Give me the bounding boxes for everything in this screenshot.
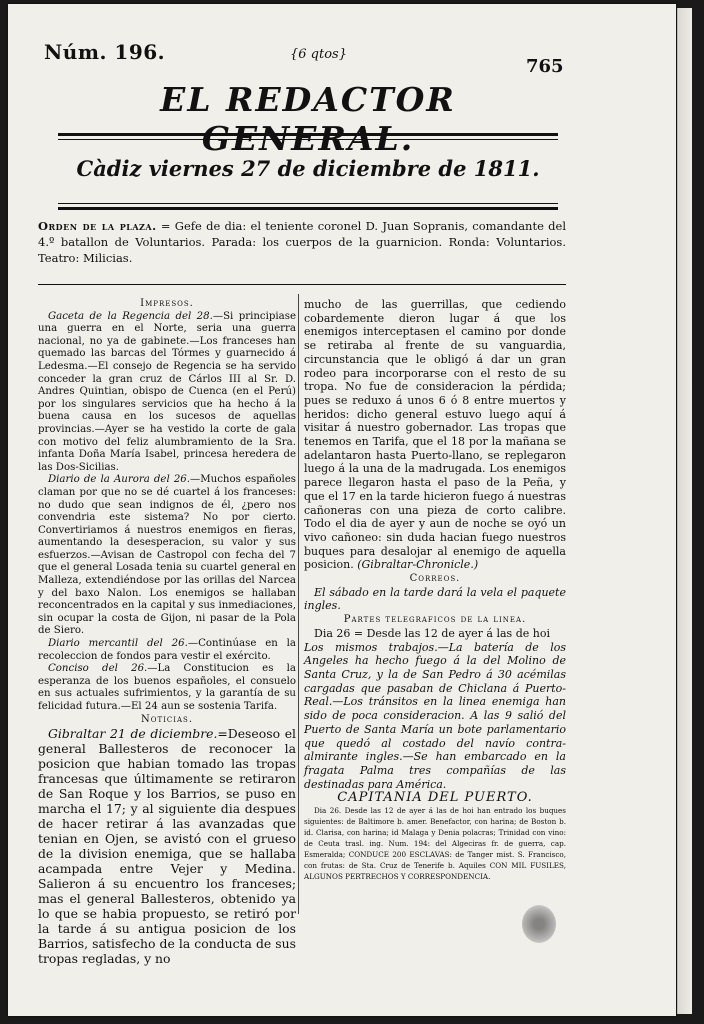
column-divider	[298, 294, 299, 914]
gaceta-paragraph	[38, 311, 296, 475]
dateline: Càdiz viernes 27 de diciembre de 1811.	[76, 156, 540, 181]
gibraltar-title: Gibraltar 21 de diciembre.	[48, 726, 218, 742]
gaceta-text: —Si principiase una guerra en el Norte, seria una guerra nacional, no ya de gabinete.—Los franceses han quemado las barcas del Tórmes y guarnecido á Ledesma.—El consejo de Regencia se ha servido conceder la gran cruz de Cárlos III al Sr. D. Andres Quintian, obispo de Cuenca (en el Perú) por los singulares servicios que ha hecho á la buena causa en los sucesos de aquellas provincias.—Ayer se ha vestido la corte de gala con motivo del feliz alumbramiento de la Sra. infanta Doña María Isabel, princesa heredera de las Dos-Sicilias.	[38, 310, 297, 473]
rule-top-thin	[58, 139, 558, 140]
gaceta-title: Gaceta de la Regencia del 28.	[48, 310, 213, 322]
rule-mid-thin	[58, 203, 558, 204]
aurora-text: —Muchos españoles claman por que no se dé cuartel á los franceses: no dudo que sean indignos de él, ¿pero nos convendria este sistema? No por cierto. Convertiriamos á nuestros enemigos en fieras, aumentando la desesperacion, su valor y sus esfuerzos.—Avisan de Castropol con fecha del 7 que el general Losada tenia su cuartel general en Malleza, extendiéndose por las orillas del Narcea y del baxo Nalon. Los enemigos se hallaban reconcentrados en la capital y sus inmediaciones, sin ocupar la costa de Gijon, ni pasar de la Pola de Siero.	[38, 474, 297, 637]
partes-lead: Dia 26 = Desde las 12 de ayer á las de hoi	[314, 626, 550, 640]
impresos-heading: Impresos.	[140, 298, 194, 309]
rule-top-thick	[58, 133, 558, 136]
noticias-heading: Noticias.	[140, 713, 194, 725]
right-column	[304, 298, 566, 882]
masthead-title: EL REDACTOR	[160, 80, 456, 119]
rule-columns-top	[38, 284, 566, 285]
mercantil-paragraph	[38, 638, 296, 663]
correos-text: El sábado en la tarde dará la vela el paquete ingles.	[304, 585, 566, 613]
gibraltar-source: (Gibraltar-Chronicle.)	[357, 558, 479, 572]
issue-number: Núm. 196.	[44, 40, 166, 64]
gibraltar-paragraph	[38, 726, 296, 966]
mercantil-title: Diario mercantil del 26.	[48, 638, 188, 650]
orden-de-la-plaza	[38, 218, 566, 266]
rule-mid-thick	[58, 207, 558, 210]
partes-text: Los mismos trabajos.—La batería de los Angeles ha hecho fuego á la del Molino de Santa Cruz, y la de San Pedro á 30 acémilas cargadas que pasaban de Chiclana á Puerto-Real.—Los tránsitos en la linea enemiga han sido de poca consideracion. A las 9 salió del Puerto de Santa María un bote parlamentario que quedó al costado del navío contra-almirante ingles.—Se han embarcado en la fragata Palma tres compañías de las destinadas para América.	[304, 640, 566, 791]
aurora-paragraph	[38, 474, 296, 638]
page-number: 765	[526, 56, 564, 77]
mercantil-text: —Continúase en la recoleccion de fondos para vestir el exército.	[38, 638, 296, 662]
left-column	[38, 298, 296, 966]
gibraltar-text: =Deseoso el general Ballesteros de reconocer la posicion que habian tomado las tropas francesas que últimamente se retiraron de San Roque y los Barrios, se puso en marcha el 17; y al siguiente dia despues de hacer retirar á las avanzadas que tenian en Ojen, se avistó con el grueso de la division enemiga, que se hallaba acampada entre Vejer y Medina. Salieron á su encuentro los franceses; mas el general Ballesteros, obtenido ya lo que se habia propuesto, se retiró por la tarde á su antigua posicion de los Barrios, satisfecho de la conducta de sus tropas regladas, y no	[38, 726, 296, 967]
conciso-title: Conciso del 26.	[48, 663, 148, 675]
gibraltar-continued	[304, 298, 566, 572]
issue-price: {6 qtos}	[290, 47, 347, 62]
page-edge	[677, 8, 692, 1014]
partes-heading: Partes telegraficos de la linea.	[343, 614, 527, 626]
aurora-title: Diario de la Aurora del 26.	[48, 474, 191, 486]
correos-heading: Correos.	[409, 573, 461, 585]
conciso-text: —La Constitucion es la esperanza de los buenos españoles, el consuelo en sus actuales sufrimientos, y la garantía de su felicidad futura.—El 24 aun se sostenia Tarifa.	[38, 663, 296, 712]
conciso-paragraph	[38, 663, 296, 713]
capitania-heading: CAPITANIA DEL PUERTO.	[337, 790, 533, 806]
orden-label: Orden de la plaza.	[38, 219, 157, 233]
ink-stain	[522, 905, 556, 943]
capitania-text: Dia 26. Desde las 12 de ayer á las de hoi han entrado los buques siguientes: de Baltimore b. amer. Benefactor, con harina; de Boston b. id. Clarisa, con harina; id Malaga y Denia polacras; Trinidad con vino: de Ceuta trasl. ing. Num. 194: del Algeciras fr. de guerra, cap. Esmeralda; CONDUCE 200 ESCLAVAS: de Tanger mist. S. Francisco, con frutas: de Sta. Cruz de Tenerife b. Aquiles CON MIL FUSILES, ALGUNOS PERTRECHOS Y CORRESPONDENCIA.	[304, 806, 566, 882]
orden-text: = Gefe de dia: el teniente coronel D. Juan Sopranis, comandante del 4.º batallon de Voluntarios. Parada: los cuerpos de la guarnicion. Ronda: Voluntarios. Teatro: Milicias.	[38, 219, 566, 265]
gibraltar-continued-text: mucho de las guerrillas, que cediendo cobardemente dieron lugar á que los enemigos interceptasen el camino por donde se retiraba al frente de su vanguardia, circunstancia que le obligó á dar un gran rodeo para incorporarse con el resto de su tropa. No fue de consideracion la pérdida; pues se reduxo á unos 6 ó 8 entre muertos y heridos: dicho general estuvo luego aquí á visitar á nuestro gobernador. Las tropas que tenemos en Tarifa, que el 18 por la mañana se adelantaron hasta Puerto-llano, se replegaron luego á la una de la madrugada. Los enemigos parece llegaron hasta el paso de la Peña, y que el 17 en la tarde hicieron fuego á nuestras cañoneras con una pieza de corto calibre. Todo el dia de ayer y aun de noche se oyó un vivo cañoneo: sin duda hacian fuego nuestros buques para desalojar al enemigo de aquella posicion.	[304, 298, 566, 572]
